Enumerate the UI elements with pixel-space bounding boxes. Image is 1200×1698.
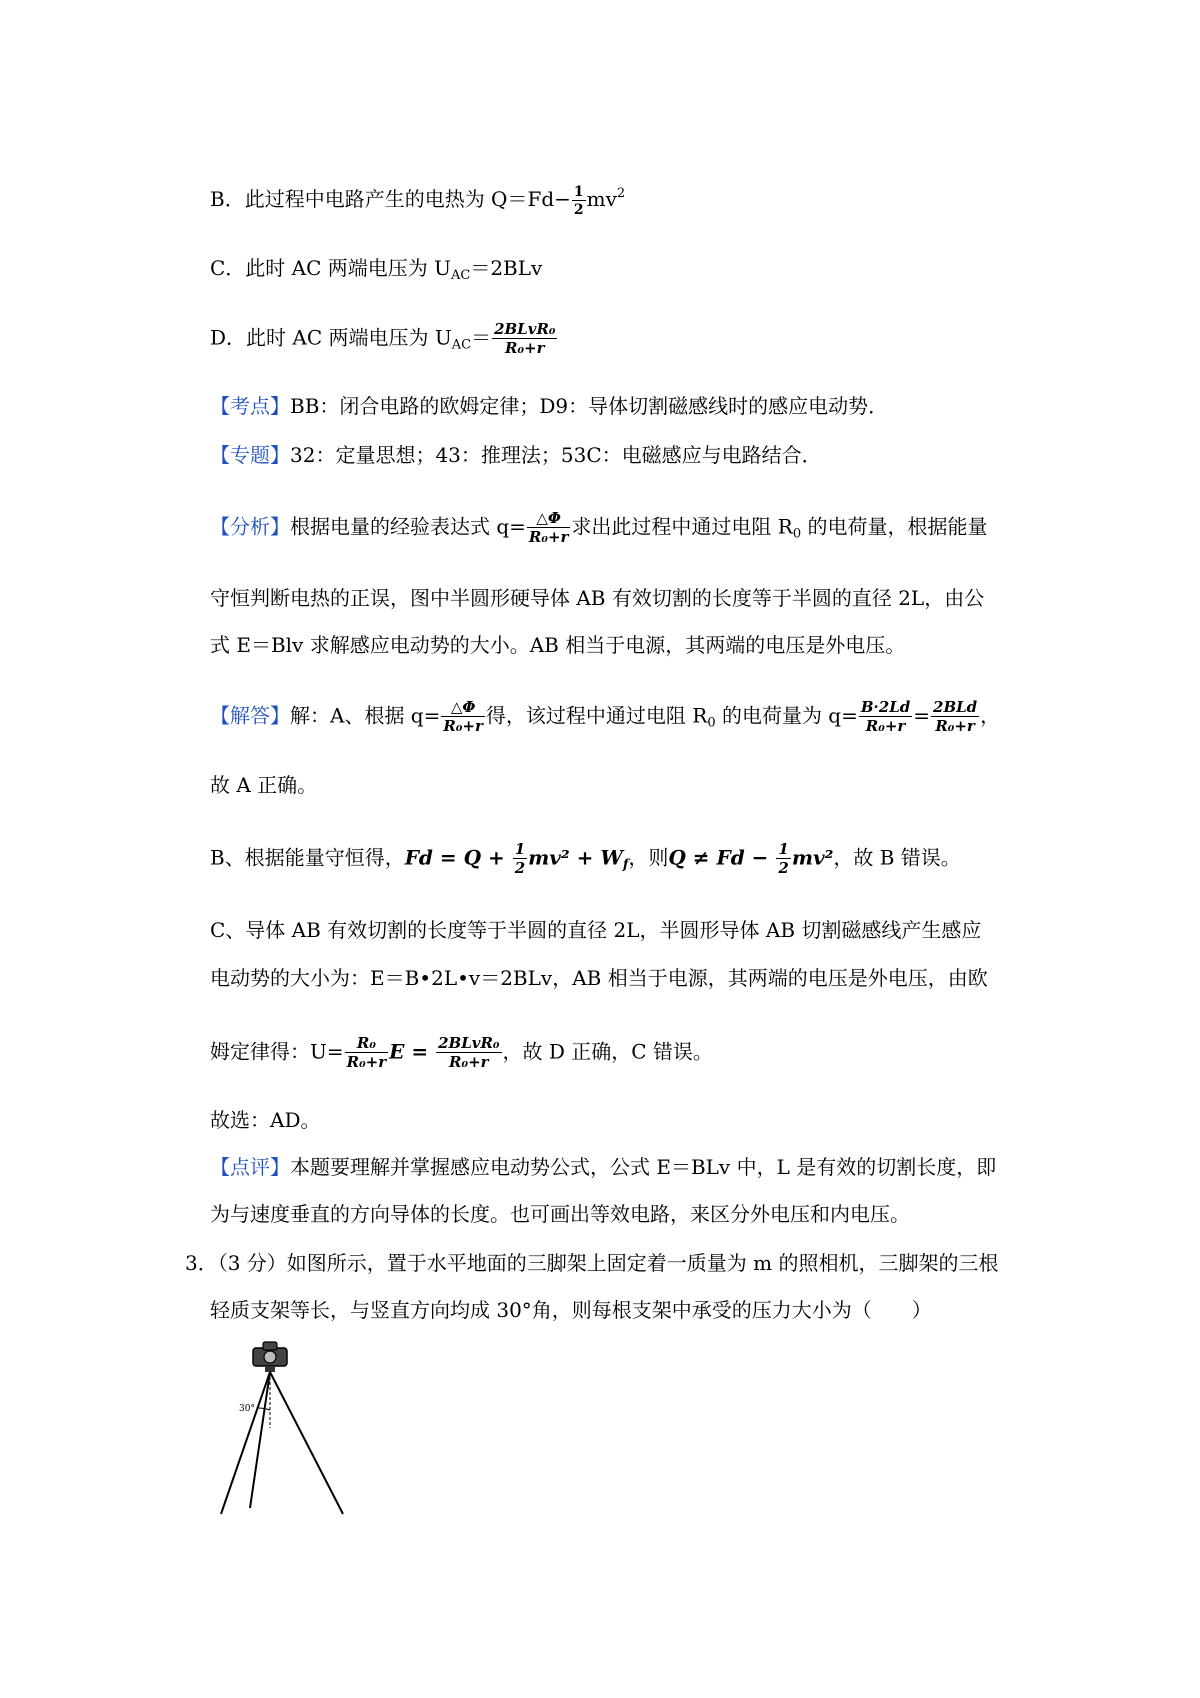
angle-label: 30° bbox=[239, 1404, 255, 1414]
jieda-tag: 【解答】 bbox=[210, 703, 290, 728]
fenxi-line-1: 【分析】根据电量的经验表达式 q= $\frac{\triangle\Phi}{\text{R₀+r}}$ 求出此过程中通过电阻 $R_0$ 的电荷量，根据能量 bbox=[210, 509, 988, 546]
option-c: C．此时 AC 两端电压为 $U_{AC}=2BLv$ bbox=[210, 256, 543, 283]
kaodian-line: 【考点】BB：闭合电路的欧姆定律；D9：导体切割磁感线时的感应电动势． bbox=[210, 394, 889, 418]
kaodian-tag: 【考点】 bbox=[210, 394, 290, 418]
fenxi-tag: 【分析】 bbox=[210, 514, 290, 539]
tripod-leg-left bbox=[221, 1372, 270, 1514]
fenxi-line-3: 式 E＝Blv 求解感应电动势的大小。AB 相当于电源，其两端的电压是外电压。 bbox=[210, 633, 906, 657]
zhuanti-line: 【专题】32：定量思想；43：推理法；53C：电磁感应与电路结合． bbox=[210, 443, 822, 467]
jieda-line-2: 故 A 正确。 bbox=[210, 773, 318, 797]
option-b: B．此过程中电路产生的电热为 Q＝Fd− $\frac{1}{2}$ $mv^2$ bbox=[210, 183, 626, 218]
camera-icon bbox=[253, 1342, 287, 1372]
fenxi-line-2: 守恒判断电热的正误，图中半圆形硬导体 AB 有效切割的长度等于半圆的直径 2L，由公 bbox=[210, 586, 985, 610]
dianping-line-2: 为与速度垂直的方向导体的长度。也可画出等效电路，来区分外电压和内电压。 bbox=[210, 1202, 910, 1226]
answer-line: 故选：AD。 bbox=[210, 1108, 321, 1132]
dianping-line-1: 【点评】本题要理解并掌握感应电动势公式，公式 E＝BLv 中，L 是有效的切割长度，即 bbox=[210, 1155, 997, 1179]
tripod-camera-figure bbox=[215, 1338, 365, 1518]
solution-c-line-2: 电动势的大小为：E＝B•2L•v＝2BLv，AB 相当于电源，其两端的电压是外电压，由欧 bbox=[210, 966, 988, 990]
zhuanti-tag: 【专题】 bbox=[210, 443, 290, 467]
tripod-leg-right bbox=[270, 1372, 343, 1514]
tripod-leg-middle bbox=[250, 1372, 270, 1508]
question-3-line-2: 轻质支架等长，与竖直方向均成 30°角，则每根支架中承受的压力大小为（ ） bbox=[210, 1298, 932, 1322]
solution-c-line-3: 姆定律得：U= $\frac{\text{R₀}}{\text{R₀+r}}$ E = $\frac{\text{2BLvR₀}}{\text{R₀+r}}$ ，故 D 正确，C 错误。 bbox=[210, 1034, 713, 1071]
dianping-tag: 【点评】 bbox=[210, 1155, 290, 1179]
question-3-line-1: 3．（3 分）如图所示，置于水平地面的三脚架上固定着一质量为 m 的照相机，三脚架的三根 bbox=[185, 1251, 999, 1275]
solution-c-line-1: C、导体 AB 有效切割的长度等于半圆的直径 2L，半圆形导体 AB 切割磁感线产生感应 bbox=[210, 918, 982, 942]
solution-b-line: B、根据能量守恒得，Fd = Q + $\frac{1}{2}$ $mv^2 + W_f$，则Q ≠ Fd − $\frac{1}{2}$ mv²，故 B 错误。 bbox=[210, 840, 961, 877]
jieda-line-1: 【解答】解：A、根据 q= $\frac{\triangle\Phi}{\text{R₀+r}}$ 得，该过程中通过电阻 $R_0$ 的电荷量为 q= $\frac{B\cdot 2Ld}{\text{R₀+r}}$ = $\frac{\text{2BLd}}{\text{R₀+r}}$ ， bbox=[210, 698, 1001, 735]
option-d: D．此时 AC 两端电压为 $U_{AC}=$ $\frac{\text{2BLvR₀}}{\text{R₀+r}}$ bbox=[210, 320, 556, 357]
